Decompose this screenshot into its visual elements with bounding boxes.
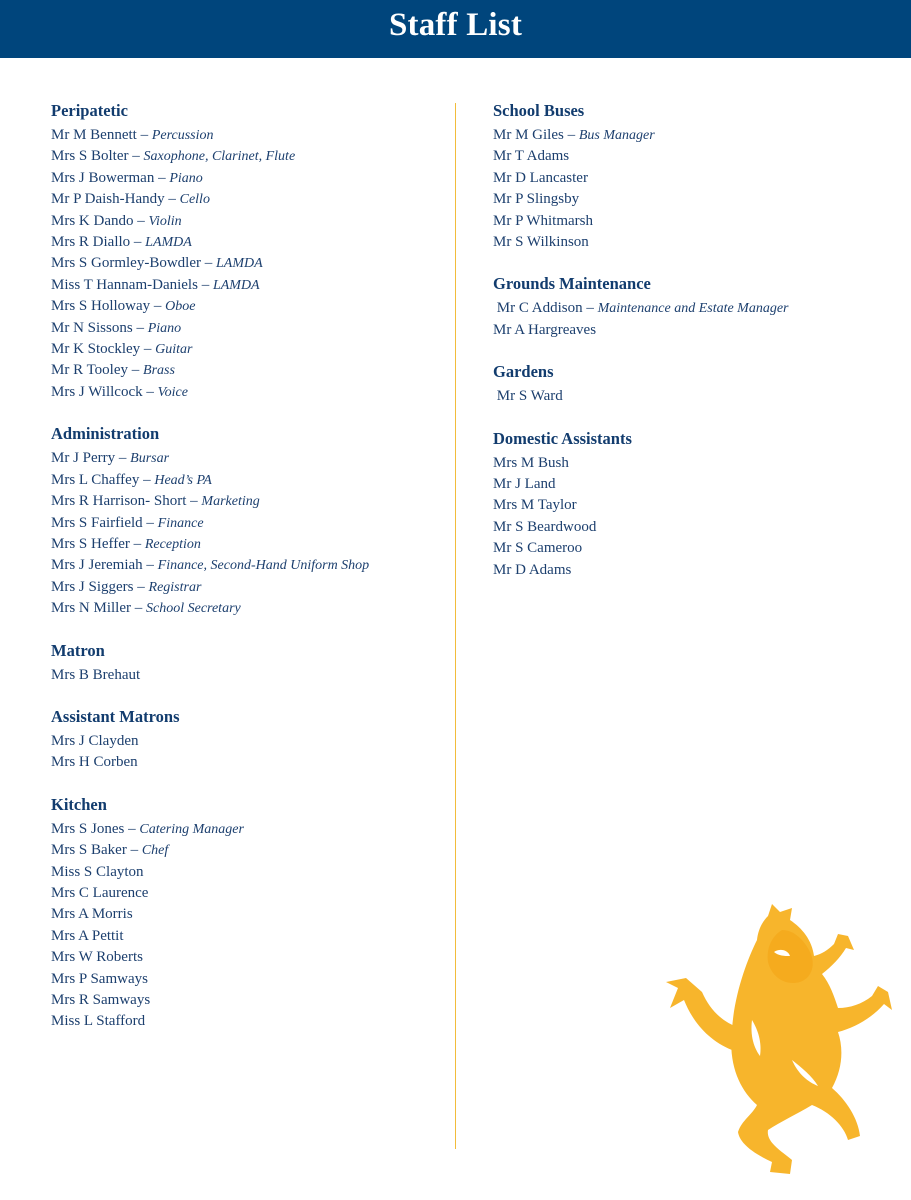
staff-entry (51, 969, 441, 990)
staff-entry: Mrs S Gormley-Bowdler – LAMDA (51, 255, 263, 272)
staff-entry (493, 320, 883, 341)
section-kitchen (51, 794, 441, 1033)
staff-name: Mrs S Baker (51, 842, 127, 859)
staff-role: Saxophone, Clarinet, Flute (143, 149, 296, 165)
staff-role: Registrar (148, 579, 202, 595)
staff-role: Oboe (165, 299, 196, 315)
staff-name: Mrs J Willcock (51, 383, 143, 400)
staff-role: LAMDA (145, 235, 192, 251)
staff-name: Mrs R Harrison- Short (51, 493, 187, 510)
page-title: Staff List (388, 6, 523, 43)
staff-role: Finance (157, 515, 204, 531)
staff-name: Mr D Adams (493, 561, 572, 578)
staff-role: Piano (147, 320, 182, 336)
staff-entry (493, 495, 883, 516)
staff-name: Mrs S Fairfield (51, 514, 143, 531)
staff-name: Mr R Tooley (51, 362, 129, 379)
staff-name: Mrs M Taylor (493, 497, 577, 514)
column-divider (455, 103, 456, 1149)
staff-name: Mr M Bennett (51, 127, 137, 143)
staff-name: Mr S Ward (493, 388, 563, 405)
staff-entry: Mr P Daish-Handy – Cello (51, 191, 210, 208)
staff-entry (51, 1011, 441, 1032)
staff-name: Mrs J Bowerman (51, 169, 155, 186)
staff-name: Mr J Land (493, 476, 556, 493)
staff-entry: Mrs J Willcock – Voice (51, 383, 188, 400)
staff-name: Miss L Stafford (51, 1013, 146, 1030)
section-heading: Administration (51, 424, 160, 444)
staff-name: Mrs N Miller (51, 600, 131, 617)
staff-entry (493, 211, 883, 232)
staff-entry: Mrs N Miller – School Secretary (51, 600, 241, 617)
staff-entry (493, 517, 883, 538)
staff-entry (493, 560, 883, 581)
staff-name: Mrs S Heffer (51, 535, 130, 552)
staff-role: Maintenance and Estate Manager (597, 301, 789, 317)
staff-entry (51, 926, 441, 947)
staff-entry: Mrs K Dando – Violin (51, 212, 182, 229)
staff-entry (493, 453, 883, 474)
staff-entry: Mrs S Baker – Chef (51, 842, 169, 859)
staff-name: Mr M Giles (493, 127, 564, 143)
staff-entry (493, 189, 883, 210)
staff-name: Mr S Cameroo (493, 540, 583, 557)
staff-role: Piano (169, 170, 203, 186)
staff-entry: Mr M Giles – Bus Manager (493, 127, 655, 143)
staff-role: Marketing (201, 494, 260, 510)
staff-role: LAMDA (216, 256, 263, 272)
staff-role: Voice (157, 384, 188, 400)
staff-role: Guitar (155, 342, 193, 358)
staff-name: Mr P Daish-Handy (51, 191, 165, 208)
staff-name: Mrs R Samways (51, 992, 151, 1008)
staff-name: Mrs J Clayden (51, 732, 139, 749)
staff-name: Mr S Wilkinson (493, 234, 589, 251)
section-domestic-assistants (493, 428, 883, 581)
staff-entry: Mrs S Heffer – Reception (51, 535, 201, 552)
staff-name: Mr A Hargreaves (493, 321, 597, 338)
staff-role: Catering Manager (139, 821, 244, 837)
staff-name: Mrs J Jeremiah (51, 557, 143, 574)
staff-name: Mr N Sissons (51, 319, 133, 336)
staff-role: Cello (179, 192, 210, 208)
staff-entry: Mrs S Holloway – Oboe (51, 298, 196, 315)
staff-name: Mrs S Holloway (51, 298, 151, 315)
staff-entry (51, 990, 441, 1011)
staff-name: Mr C Addison (493, 300, 583, 317)
staff-name: Mrs M Bush (493, 454, 569, 471)
staff-name: Mrs S Bolter (51, 148, 129, 165)
page-header (0, 0, 911, 58)
staff-entry: Mr J Perry – Bursar (51, 450, 170, 467)
staff-name: Miss S Clayton (51, 863, 144, 880)
staff-entry: Mrs J Bowerman – Piano (51, 169, 203, 186)
staff-name: Mr S Beardwood (493, 518, 597, 535)
staff-name: Mr D Lancaster (493, 169, 588, 186)
staff-name: Miss T Hannam-Daniels (51, 276, 198, 293)
section-heading: School Buses (493, 101, 585, 120)
staff-name: Mrs R Diallo (51, 234, 131, 251)
staff-role: Finance, Second-Hand Uniform Shop (157, 558, 370, 574)
section-administration (51, 423, 441, 619)
staff-entry: Mrs J Jeremiah – Finance, Second-Hand Uniform Shop (51, 557, 370, 574)
staff-role: Head’s PA (154, 472, 212, 488)
staff-role: LAMDA (212, 277, 260, 293)
staff-name: Mrs S Gormley-Bowdler (51, 255, 201, 272)
section-heading: Assistant Matrons (51, 706, 180, 726)
staff-entry: Mrs R Diallo – LAMDA (51, 234, 192, 251)
staff-role: Reception (144, 536, 201, 552)
staff-name: Mr P Whitmarsh (493, 212, 593, 229)
staff-entry (493, 146, 883, 167)
staff-entry: Mr R Tooley – Brass (51, 362, 175, 379)
staff-name: Mrs L Chaffey (51, 471, 140, 488)
staff-role: Violin (148, 213, 182, 229)
section-heading: Kitchen (51, 794, 107, 814)
staff-name: Mrs J Siggers (51, 578, 134, 595)
staff-name: Mr P Slingsby (493, 191, 580, 208)
staff-entry (493, 168, 883, 189)
staff-entry (51, 731, 441, 752)
staff-name: Mrs A Morris (51, 906, 133, 923)
staff-name: Mrs P Samways (51, 970, 148, 987)
staff-entry (51, 904, 441, 925)
section-heading: Matron (51, 640, 105, 660)
staff-entry: Mr M Bennett – Percussion (51, 127, 214, 143)
left-column (51, 100, 441, 1053)
staff-entry: Mr C Addison – Maintenance and Estate Manager (493, 300, 789, 317)
staff-entry (51, 752, 441, 773)
staff-entry: Mrs L Chaffey – Head’s PA (51, 471, 212, 488)
staff-entry: Mr K Stockley – Guitar (51, 341, 193, 358)
staff-entry: Mrs S Bolter – Saxophone, Clarinet, Flute (51, 148, 296, 165)
lion-emblem-icon (662, 900, 894, 1178)
staff-entry: Mrs J Siggers – Registrar (51, 578, 202, 595)
staff-role: Bursar (130, 451, 170, 467)
staff-name: Mrs A Pettit (51, 927, 124, 944)
staff-entry: Miss T Hannam-Daniels – LAMDA (51, 276, 260, 293)
right-column (493, 100, 883, 601)
staff-entry (493, 232, 883, 253)
staff-role: Chef (141, 843, 169, 859)
staff-entry (51, 665, 441, 686)
staff-name: Mr K Stockley (51, 341, 141, 358)
staff-entry (493, 386, 883, 407)
section-heading: Peripatetic (51, 101, 128, 120)
section-peripatetic (51, 100, 441, 403)
section-heading: Grounds Maintenance (493, 274, 651, 294)
staff-entry (51, 862, 441, 883)
staff-entry: Mr N Sissons – Piano (51, 319, 182, 336)
section-heading: Gardens (493, 362, 554, 382)
staff-entry: Mrs R Harrison- Short – Marketing (51, 493, 260, 510)
section-assistant-matrons (51, 706, 441, 774)
staff-name: Mr T Adams (493, 148, 570, 165)
section-gardens (493, 361, 883, 407)
staff-name: Mrs W Roberts (51, 949, 143, 966)
section-grounds-maintenance (493, 273, 883, 341)
staff-name: Mrs H Corben (51, 754, 138, 771)
staff-name: Mrs S Jones (51, 820, 125, 837)
staff-entry (51, 883, 441, 904)
staff-entry (493, 474, 883, 495)
staff-role: Bus Manager (578, 128, 655, 143)
staff-name: Mrs B Brehaut (51, 666, 141, 683)
staff-role: Brass (143, 363, 175, 379)
staff-entry (493, 538, 883, 559)
staff-entry: Mrs S Fairfield – Finance (51, 514, 204, 531)
staff-entry (51, 947, 441, 968)
staff-entry: Mrs S Jones – Catering Manager (51, 820, 244, 837)
section-heading: Domestic Assistants (493, 428, 632, 448)
staff-role: Percussion (151, 128, 214, 143)
staff-role: School Secretary (146, 601, 241, 617)
section-school-buses (493, 100, 883, 253)
section-matron (51, 640, 441, 686)
staff-name: Mrs C Laurence (51, 884, 149, 901)
staff-name: Mr J Perry (51, 450, 116, 467)
staff-name: Mrs K Dando (51, 212, 134, 229)
